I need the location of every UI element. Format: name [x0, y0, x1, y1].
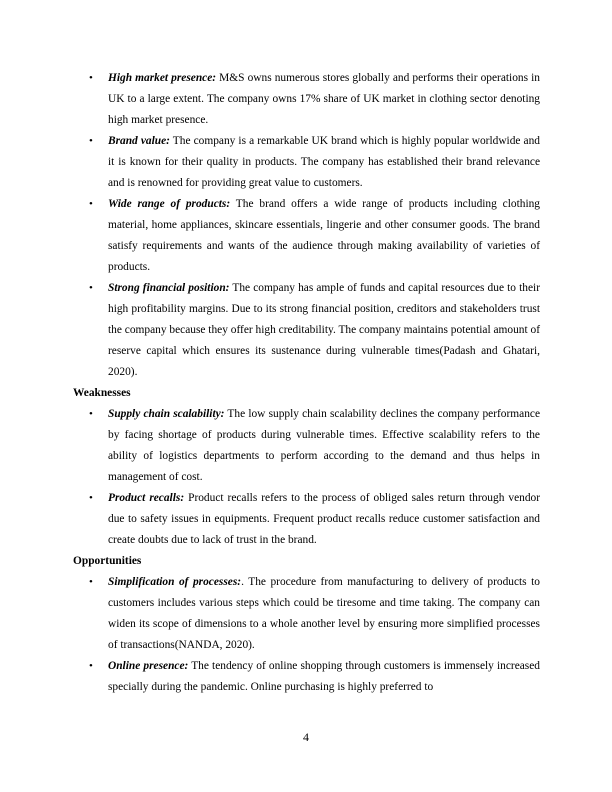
bullet-icon: •	[89, 72, 93, 84]
bullet-icon: •	[89, 660, 93, 672]
item-text: The brand offers a wide range of products including clothing material, home appliances, skincare essentials, lingerie and other consumer goods. The brand satisfy requirements and wants of the audience through making availability of varieties of products.	[108, 198, 540, 273]
item-text: The low supply chain scalability declines the company performance by facing shortage of products during vulnerable times. Effective scalability refers to the ability of logistics departments to perform according to the demand and thus helps in management of cost.	[108, 408, 540, 483]
list-item	[73, 572, 540, 656]
item-term: Simplification of processes:	[108, 576, 242, 588]
item-text: M&S owns numerous stores globally and performs their operations in UK to a large extent. The company owns 17% share of UK market in clothing sector denoting high market presence.	[108, 72, 540, 126]
list-item	[73, 194, 540, 278]
list-item	[73, 488, 540, 551]
bullet-icon: •	[89, 198, 93, 210]
section-heading-opportunities: Opportunities	[73, 555, 142, 567]
item-text: . The procedure from manufacturing to delivery of products to customers includes various steps which could be tiresome and time taking. The company can widen its scope of dimensions to a whole another level by ensuring more simplified processes of transactions(NANDA, 2020).	[108, 576, 540, 651]
list-item	[73, 131, 540, 194]
item-term: Brand value:	[108, 135, 170, 147]
list-item	[73, 656, 540, 698]
page-content	[73, 68, 540, 698]
item-text: The company is a remarkable UK brand which is highly popular worldwide and it is known for their quality in products. The company has established their brand relevance and is renowned for providing great value to customers.	[108, 135, 540, 189]
bullet-icon: •	[89, 282, 93, 294]
item-term: Supply chain scalability:	[108, 408, 225, 420]
item-term: Product recalls:	[108, 492, 185, 504]
item-term: High market presence:	[108, 72, 217, 84]
item-term: Wide range of products:	[108, 198, 231, 210]
section-heading-weaknesses: Weaknesses	[73, 387, 131, 399]
bullet-icon: •	[89, 492, 93, 504]
list-item	[73, 68, 540, 131]
item-term: Strong financial position:	[108, 282, 230, 294]
page-number: 4	[303, 730, 309, 744]
list-item	[73, 404, 540, 488]
item-text: The company has ample of funds and capital resources due to their high profitability margins. Due to its strong financial position, creditors and stakeholders trust the company because they offer high creditability. The company maintains potential amount of reserve capital which ensures its sustenance during vulnerable times(Padash and Ghatari, 2020).	[108, 282, 540, 378]
item-text: Product recalls refers to the process of obliged sales return through vendor due to safety issues in equipments. Frequent product recalls reduce customer satisfaction and create doubts due to lack of trust in the brand.	[108, 492, 541, 546]
list-item	[73, 278, 540, 383]
item-term: Online presence:	[108, 660, 189, 672]
item-text: The tendency of online shopping through customers is immensely increased specially during the pandemic. Online purchasing is highly preferred to	[108, 660, 540, 693]
bullet-icon: •	[89, 135, 93, 147]
bullet-icon: •	[89, 576, 93, 588]
bullet-icon: •	[89, 408, 93, 420]
